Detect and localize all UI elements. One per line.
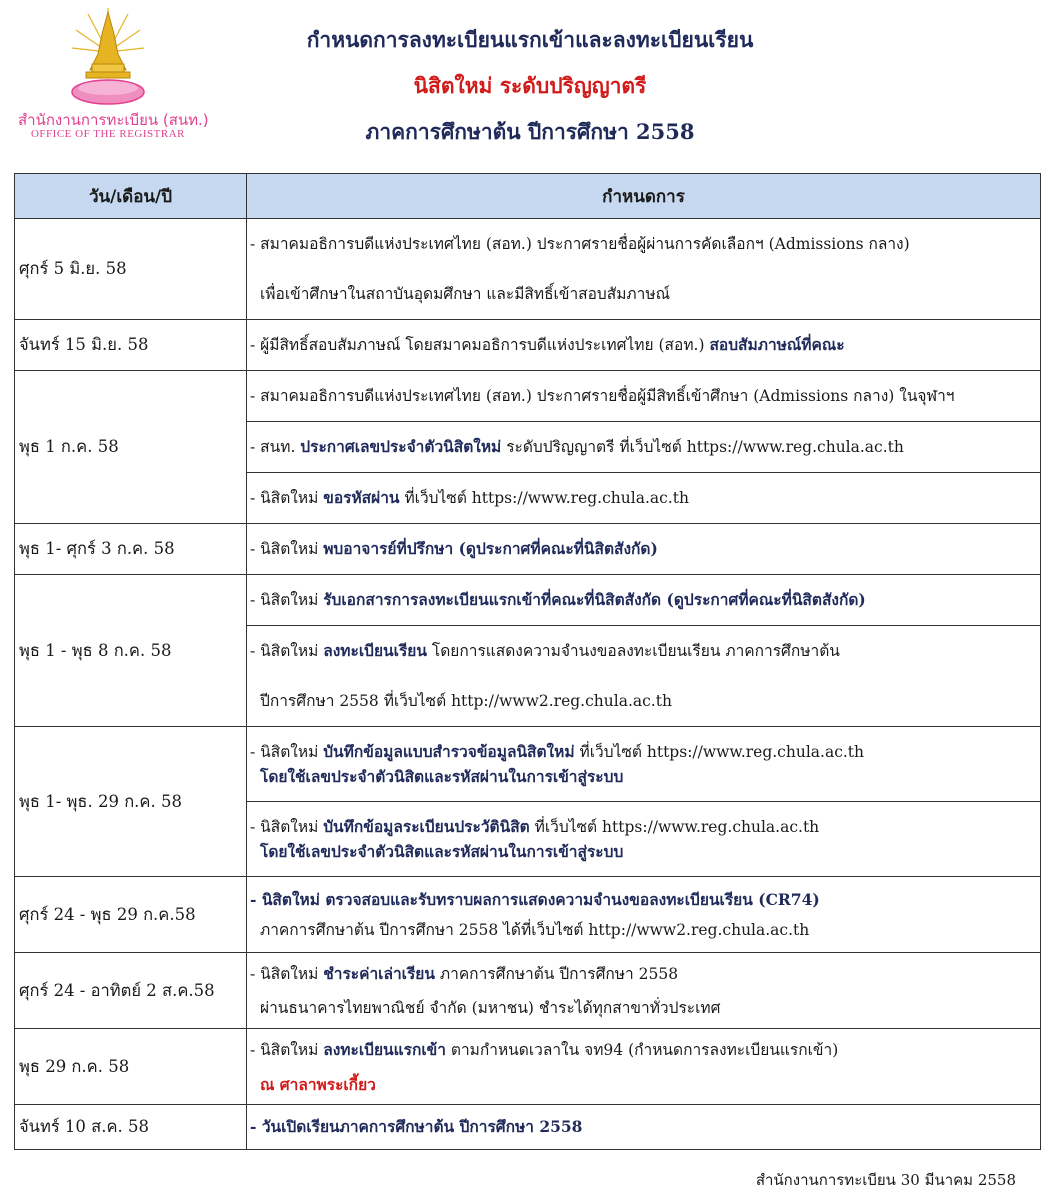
schedule-text: ที่เว็บไซต์ https://www.reg.chula.ac.th: [574, 743, 865, 761]
schedule-line: [250, 473, 1040, 523]
registrar-name-thai: สำนักงานการทะเบียน (สนท.): [18, 111, 209, 129]
table-header-row: [15, 174, 1041, 219]
schedule-line: ปีการศึกษา 2558 ที่เว็บไซต์ http://www2.reg.chula.ac.th: [260, 692, 672, 710]
schedule-line: [250, 524, 1040, 574]
schedule-line: - สมาคมอธิการบดีแห่งประเทศไทย (สอท.) ประกาศรายชื่อผู้มีสิทธิ์เข้าศึกษา (Admissions กลาง) ในจุฬาฯ: [250, 387, 955, 405]
schedule-text: - นิสิตใหม่: [250, 489, 324, 507]
table-row: [15, 219, 1041, 320]
row-schedule: [247, 422, 1041, 473]
schedule-emphasis: โดยใช้เลขประจำตัวนิสิตและรหัสผ่านในการเข้าสู่ระบบ: [260, 842, 624, 861]
schedule-text: ที่เว็บไซต์ https://www.reg.chula.ac.th: [399, 489, 689, 507]
row-schedule: [247, 1029, 1041, 1105]
schedule-text: - นิสิตใหม่: [250, 964, 324, 983]
schedule-line: [250, 575, 1040, 625]
column-header-schedule: กำหนดการ: [247, 174, 1041, 219]
schedule-line: ภาคการศึกษาต้น ปีการศึกษา 2558 ได้ที่เว็บไซต์ http://www2.reg.chula.ac.th: [260, 920, 810, 939]
row-date: จันทร์ 10 ส.ค. 58: [15, 1105, 247, 1150]
row-date: จันทร์ 15 มิ.ย. 58: [15, 320, 247, 371]
schedule-line: [250, 961, 1040, 986]
table-row: [15, 320, 1041, 371]
schedule-text: - สนท.: [250, 438, 301, 456]
chula-emblem-icon: [70, 4, 146, 108]
schedule-text: - นิสิตใหม่: [250, 540, 324, 558]
row-schedule: [247, 219, 1041, 320]
row-schedule: [247, 320, 1041, 371]
schedule-line: - สมาคมอธิการบดีแห่งประเทศไทย (สอท.) ประกาศรายชื่อผู้ผ่านการคัดเลือกฯ (Admissions กลาง): [250, 235, 910, 253]
table-row: [15, 727, 1041, 802]
footer-note: สำนักงานการทะเบียน 30 มีนาคม 2558: [755, 1171, 1016, 1189]
row-schedule: [247, 626, 1041, 727]
schedule-line: [250, 739, 1040, 764]
schedule-emphasis: - นิสิตใหม่ ตรวจสอบและรับทราบผลการแสดงความจำนงขอลงทะเบียนเรียน (CR74): [250, 889, 820, 909]
schedule-emphasis: ลงทะเบียนเรียน: [323, 641, 427, 660]
schedule-emphasis: โดยใช้เลขประจำตัวนิสิตและรหัสผ่านในการเข้าสู่ระบบ: [260, 767, 624, 786]
schedule-text: - ผู้มีสิทธิ์สอบสัมภาษณ์ โดยสมาคมอธิการบดีแห่งประเทศไทย (สอท.): [250, 336, 710, 354]
row-schedule: [247, 575, 1041, 626]
schedule-line: [250, 320, 1040, 370]
schedule-emphasis: - วันเปิดเรียนภาคการศึกษาต้น ปีการศึกษา 2558: [250, 1117, 583, 1136]
table-row: [15, 953, 1041, 1029]
schedule-emphasis: สอบสัมภาษณ์ที่คณะ: [709, 335, 845, 354]
row-date: พุธ 1 ก.ค. 58: [15, 371, 247, 524]
row-date: พุธ 1 - พุธ 8 ก.ค. 58: [15, 575, 247, 727]
table-row: [15, 524, 1041, 575]
schedule-line: [250, 1037, 1040, 1062]
schedule-text: - นิสิตใหม่: [250, 818, 324, 836]
page-title: กำหนดการลงทะเบียนแรกเข้าและลงทะเบียนเรียน: [306, 27, 754, 52]
schedule-text: - นิสิตใหม่: [250, 743, 324, 761]
semester-title: ภาคการศึกษาต้น ปีการศึกษา 2558: [365, 119, 695, 144]
row-schedule: [247, 371, 1041, 422]
row-date: พุธ 29 ก.ค. 58: [15, 1029, 247, 1105]
table-row: [15, 1029, 1041, 1105]
schedule-text: - นิสิตใหม่: [250, 1040, 324, 1059]
table-row: [15, 371, 1041, 422]
venue-note: ณ ศาลาพระเกี้ยว: [260, 1074, 376, 1094]
row-date: ศุกร์ 24 - อาทิตย์ 2 ส.ค.58: [15, 953, 247, 1029]
schedule-emphasis: ลงทะเบียนแรกเข้า: [323, 1039, 446, 1059]
schedule-line: [250, 626, 1040, 676]
schedule-text: - นิสิตใหม่: [250, 642, 324, 660]
schedule-table: [14, 173, 1041, 1150]
row-date: ศุกร์ 24 - พุธ 29 ก.ค.58: [15, 877, 247, 953]
schedule-emphasis: รับเอกสารการลงทะเบียนแรกเข้าที่คณะที่นิสิตสังกัด: [323, 590, 662, 609]
row-schedule: [247, 877, 1041, 953]
schedule-line: ผ่านธนาคารไทยพาณิชย์ จำกัด (มหาชน) ชำระได้ทุกสาขาทั่วประเทศ: [260, 998, 721, 1017]
schedule-line: เพื่อเข้าศึกษาในสถาบันอุดมศึกษา และมีสิทธิ์เข้าสอบสัมภาษณ์: [260, 285, 670, 303]
schedule-line: [250, 422, 1040, 472]
row-date: ศุกร์ 5 มิ.ย. 58: [15, 219, 247, 320]
column-header-date: วัน/เดือน/ปี: [15, 174, 247, 219]
schedule-text: โดยการแสดงความจำนงขอลงทะเบียนเรียน ภาคการศึกษาต้น: [426, 642, 840, 660]
row-schedule: [247, 1105, 1041, 1150]
schedule-emphasis: ขอรหัสผ่าน: [323, 488, 400, 507]
row-schedule: [247, 802, 1041, 877]
row-schedule: [247, 727, 1041, 802]
schedule-emphasis: พบอาจารย์ที่ปรึกษา (ดูประกาศที่คณะที่นิสิตสังกัด): [323, 539, 658, 558]
schedule-emphasis: ประกาศเลขประจำตัวนิสิตใหม่: [300, 437, 502, 456]
schedule-text: ภาคการศึกษาต้น ปีการศึกษา 2558: [434, 964, 679, 983]
schedule-emphasis: ชำระค่าเล่าเรียน: [323, 963, 435, 983]
row-schedule: [247, 953, 1041, 1029]
table-row: [15, 877, 1041, 953]
table-row: [15, 575, 1041, 626]
schedule-emphasis: บันทึกข้อมูลระเบียนประวัตินิสิต: [323, 817, 530, 836]
registrar-name-english: OFFICE OF THE REGISTRAR: [30, 128, 185, 140]
page-subtitle: นิสิตใหม่ ระดับปริญญาตรี: [413, 73, 647, 98]
schedule-text: ตามกำหนดเวลาใน จท94 (กำหนดการลงทะเบียนแรกเข้า): [445, 1040, 839, 1059]
table-row: [15, 1105, 1041, 1150]
registrar-logo: [18, 4, 209, 144]
schedule-line: [250, 814, 1040, 839]
schedule-text: - นิสิตใหม่: [250, 591, 324, 609]
row-schedule: [247, 524, 1041, 575]
row-date: พุธ 1- ศุกร์ 3 ก.ค. 58: [15, 524, 247, 575]
row-schedule: [247, 473, 1041, 524]
schedule-emphasis: บันทึกข้อมูลแบบสำรวจข้อมูลนิสิตใหม่: [323, 742, 575, 761]
schedule-text: ระดับปริญญาตรี ที่เว็บไซต์ https://www.reg.chula.ac.th: [501, 438, 904, 456]
schedule-emphasis: (ดูประกาศที่คณะที่นิสิตสังกัด): [661, 590, 866, 609]
row-date: พุธ 1- พุธ. 29 ก.ค. 58: [15, 727, 247, 877]
schedule-text: ที่เว็บไซต์ https://www.reg.chula.ac.th: [529, 818, 820, 836]
